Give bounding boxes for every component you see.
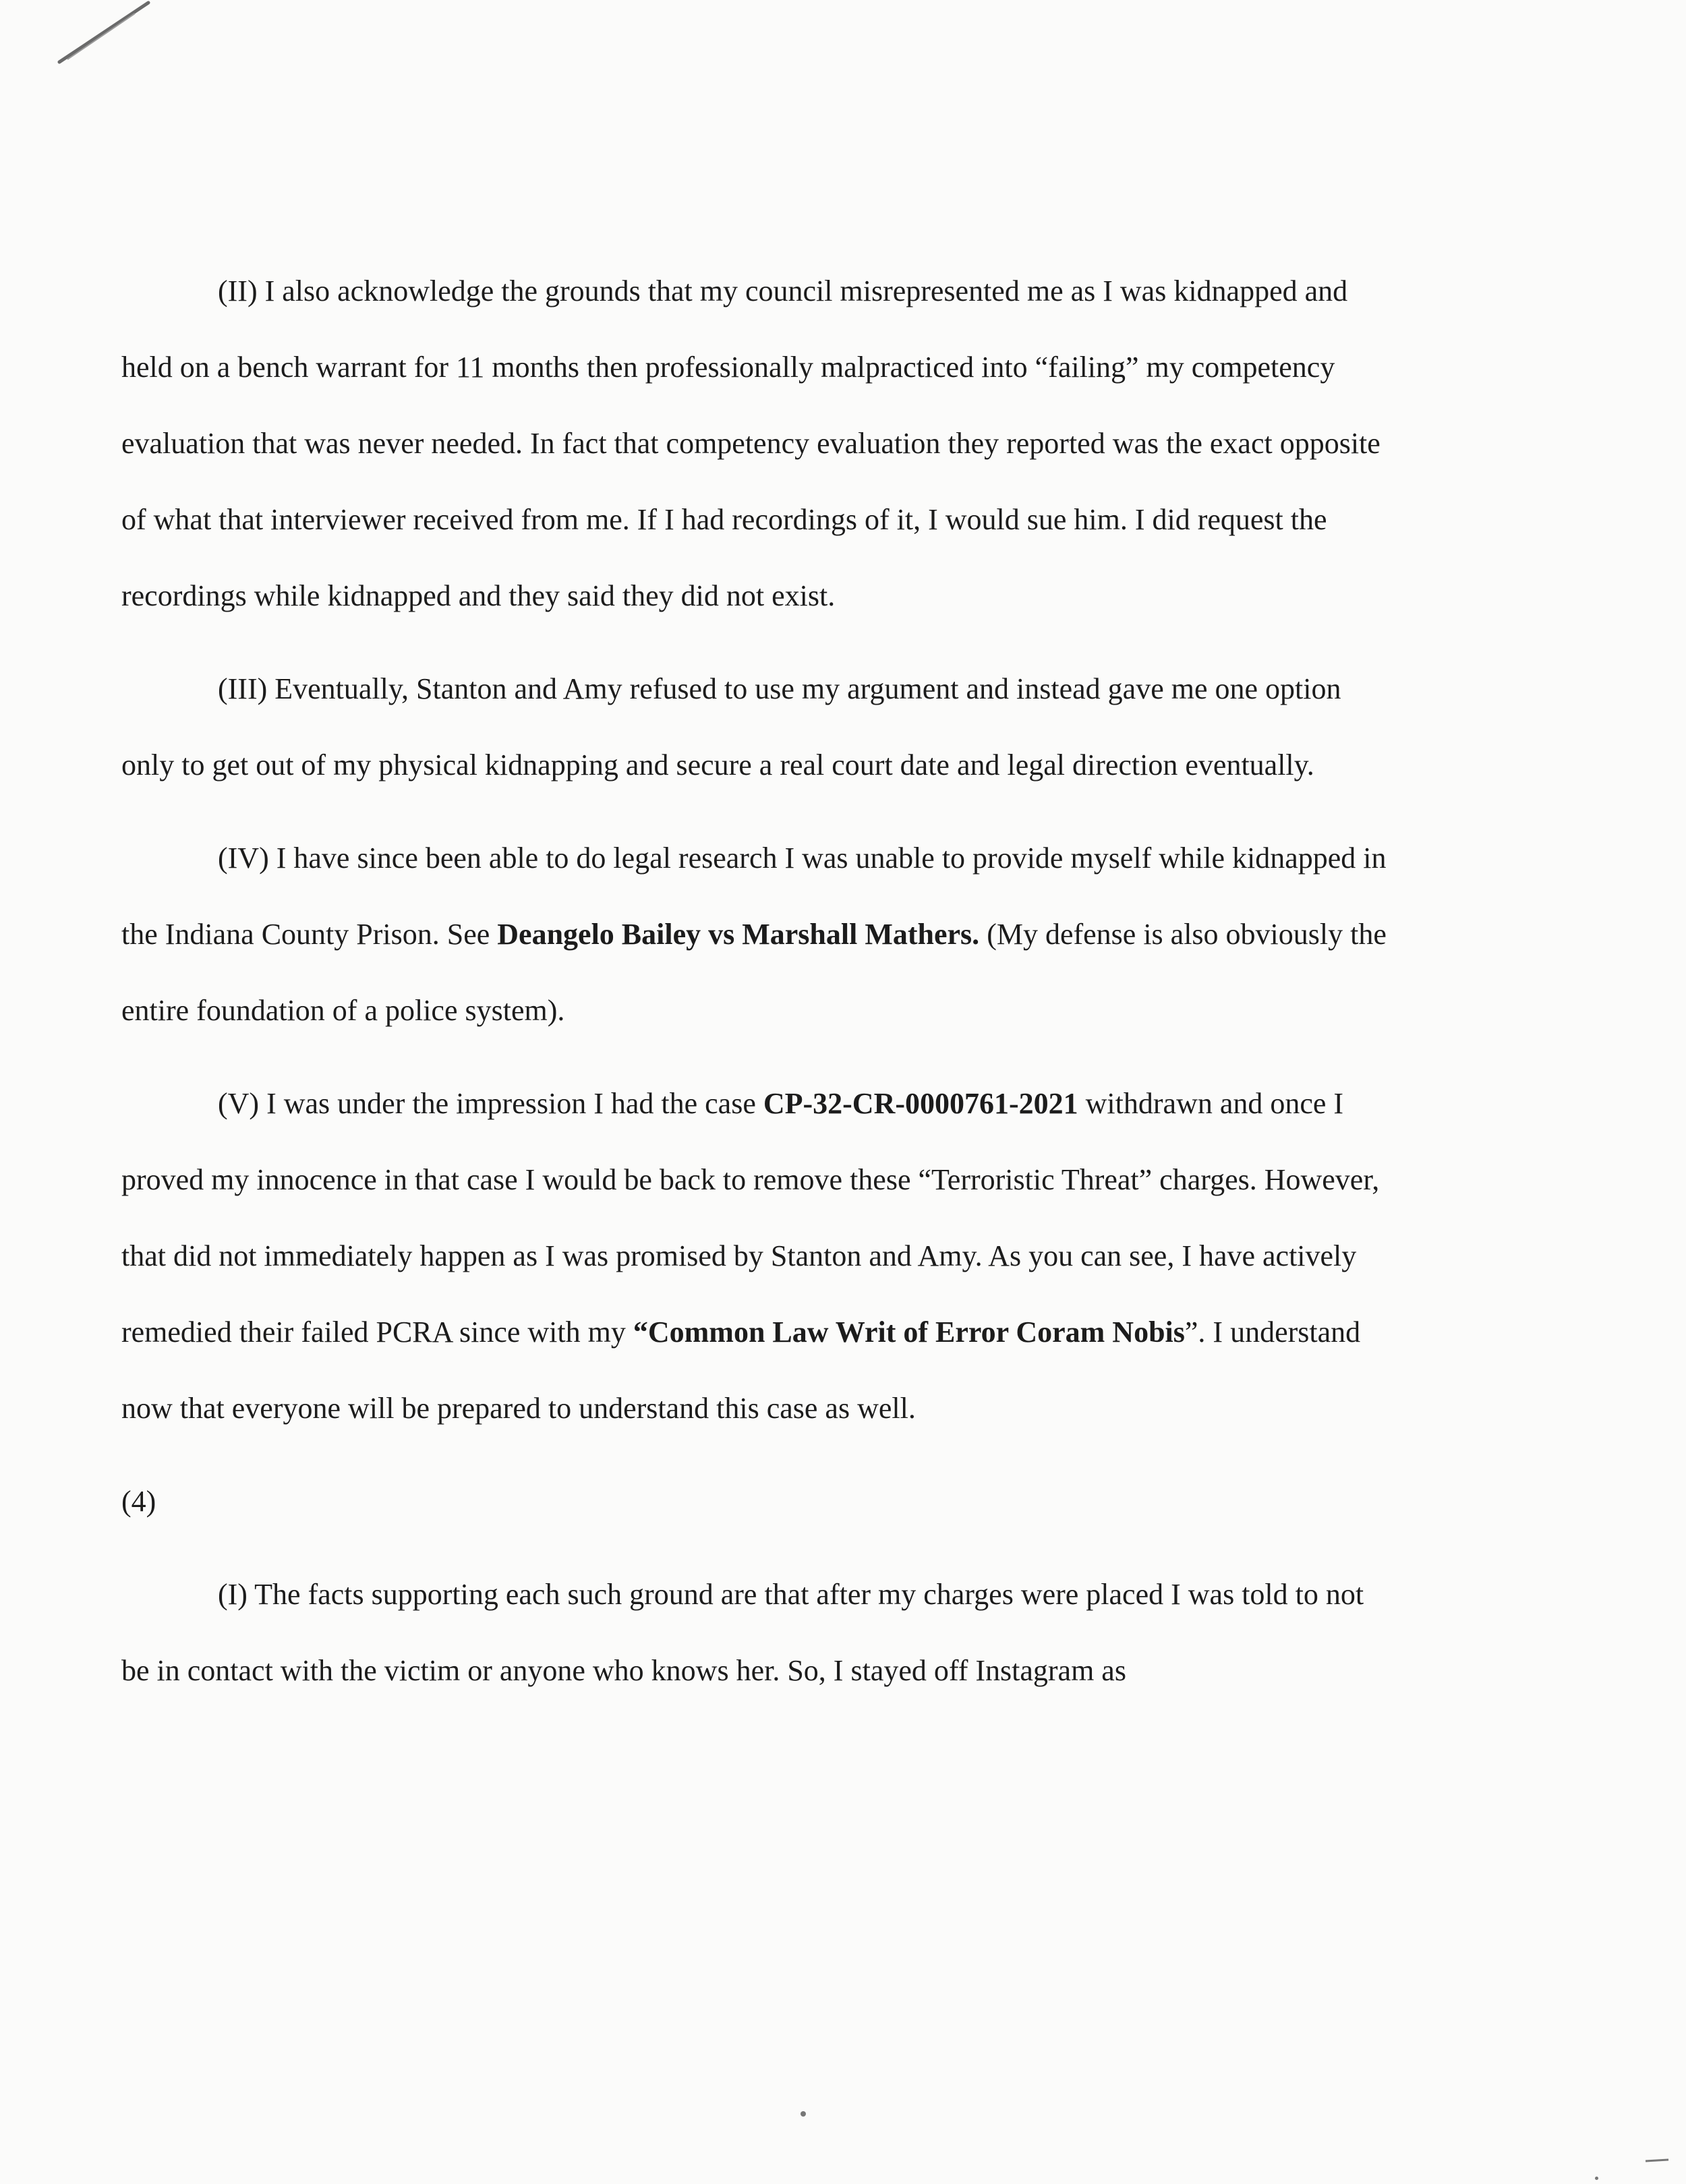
scan-speck (801, 2111, 806, 2117)
section-number (121, 1463, 1389, 1539)
paragraph-v-text-end: ”. I understand now that everyone will be prepared to understand this case as well. (121, 1316, 1361, 1425)
section-number-text: (4) (121, 1485, 156, 1518)
paragraph-iv-text-start: (IV) I have since been able to do legal research I was unable to provide myself while kidnapped in the Indiana County Prison. See (121, 842, 1387, 951)
paragraph-i-text: (I) The facts supporting each such ground are that after my charges were placed I was told to not be in contact with the victim or anyone who knows her. So, I stayed off Instagram as (121, 1578, 1364, 1687)
paragraph-iv-text-end: (My defense is also obviously the entire foundation of a police system). (121, 918, 1387, 1027)
paragraph-i (121, 1556, 1389, 1709)
case-citation: Deangelo Bailey vs Marshall Mathers. (497, 918, 980, 951)
paragraph-ii-text: (II) I also acknowledge the grounds that my council misrepresented me as I was kidnapped and held on a bench warrant for 11 months then professionally malpracticed into “failing” my competency evaluation that was never needed. In fact that competency evaluation they reported was the exact opposite of what that interviewer received from me. If I had recordings of it, I would sue him. I did request the recordings while kidnapped and they said they did not exist. (121, 274, 1380, 612)
paragraph-iii (121, 651, 1389, 803)
writ-title: “Common Law Writ of Error Coram Nobis (633, 1316, 1185, 1349)
document-body (121, 253, 1389, 1725)
paragraph-iii-text: (III) Eventually, Stanton and Amy refused to use my argument and instead gave me one option only to get out of my physical kidnapping and secure a real court date and legal direction eventually. (121, 672, 1341, 781)
paragraph-iv (121, 820, 1389, 1049)
paragraph-v-text-start: (V) I was under the impression I had the case (218, 1087, 763, 1120)
paragraph-ii (121, 253, 1389, 634)
paragraph-v-text-middle: withdrawn and once I proved my innocence in that case I would be back to remove these “Terroristic Threat” charges. However, that did not immediately happen as I was promised by Stanton and Amy. As you can see, I have actively remedied their failed PCRA since with my (121, 1087, 1380, 1349)
paragraph-v (121, 1065, 1389, 1446)
case-number: CP-32-CR-0000761-2021 (763, 1087, 1078, 1120)
scan-pen-mark (54, 0, 155, 74)
scan-edge-mark (1632, 2145, 1673, 2172)
scan-speck (1595, 2177, 1598, 2180)
